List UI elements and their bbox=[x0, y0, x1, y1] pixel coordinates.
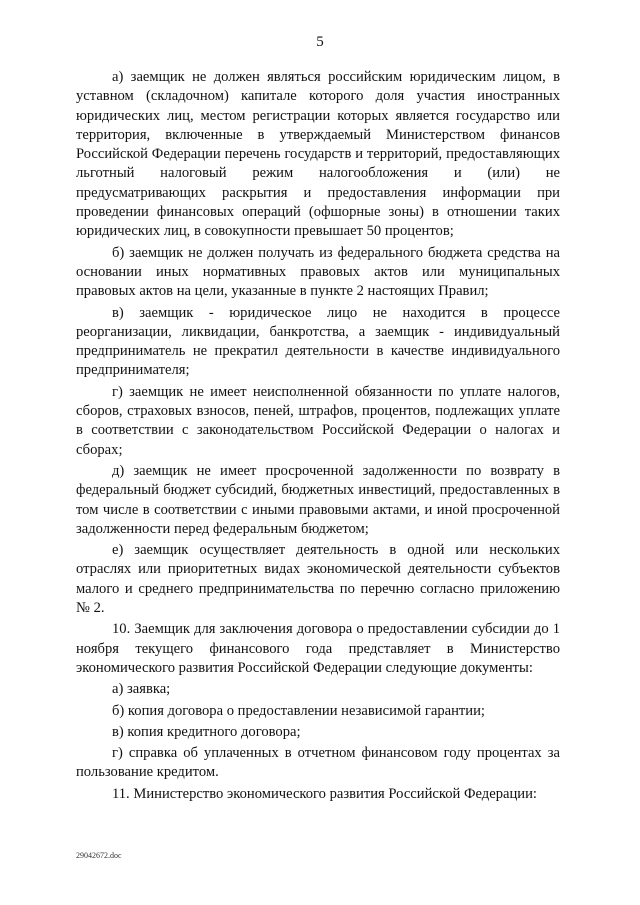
paragraph-9g: г) заемщик не имеет неисполненной обязанности по уплате налогов, сборов, страховых взносов, пеней, штрафов, процентов, подлежащих уплате в соответствии с законодательством Российской Федерации о налогах и сборах; bbox=[76, 383, 560, 458]
paragraph-10g: г) справка об уплаченных в отчетном финансовом году процентах за пользование кредитом. bbox=[76, 745, 560, 781]
paragraph-9v: в) заемщик - юридическое лицо не находится в процессе реорганизации, ликвидации, банкротства, а заемщик - индивидуальный предприниматель не прекратил деятельности в качестве индивидуального предпринимателя; bbox=[76, 304, 560, 379]
paragraph-9d: д) заемщик не имеет просроченной задолженности по возврату в федеральный бюджет субсидий, бюджетных инвестиций, предоставленных в том числе в соответствии с иными правовыми актами, и иной просроченной задолженности перед федеральным бюджетом; bbox=[76, 462, 560, 537]
paragraph-10a: а) заявка; bbox=[112, 681, 171, 698]
paragraph-11: 11. Министерство экономического развития Российской Федерации: bbox=[112, 785, 537, 802]
paragraph-10b: б) копия договора о предоставлении независимой гарантии; bbox=[112, 702, 485, 719]
paragraph-10v: в) копия кредитного договора; bbox=[112, 723, 301, 740]
paragraph-9e: е) заемщик осуществляет деятельность в одной или нескольких отраслях или приоритетных видах экономической деятельности субъектов малого и среднего предпринимательства по перечню согласно приложению № 2. bbox=[76, 542, 560, 617]
paragraph-9a: а) заемщик не должен являться российским юридическим лицом, в уставном (складочном) капитале которого доля участия иностранных юридических лиц, местом регистрации которых является государство или территория, включенные в утверждаемый Министерством финансов Российской Федерации перечень государств и территорий, предоставляющих льготный налоговый режим налогообложения и (или) не предусматривающих раскрытия и предоставления информации при проведении финансовых операций (офшорные зоны) в отношении таких юридических лиц, в совокупности превышает 50 процентов; bbox=[76, 69, 560, 240]
page-number: 5 bbox=[316, 34, 324, 50]
document-body bbox=[76, 68, 560, 804]
paragraph-10: 10. Заемщик для заключения договора о предоставлении субсидии до 1 ноября текущего финансового года представляет в Министерство экономического развития Российской Федерации следующие документы: bbox=[76, 621, 560, 676]
paragraph-9b: б) заемщик не должен получать из федерального бюджета средства на основании иных нормативных правовых актов или муниципальных правовых актов на цели, указанные в пункте 2 настоящих Правил; bbox=[76, 244, 560, 300]
footer-file-code: 29042672.doc bbox=[76, 851, 122, 860]
